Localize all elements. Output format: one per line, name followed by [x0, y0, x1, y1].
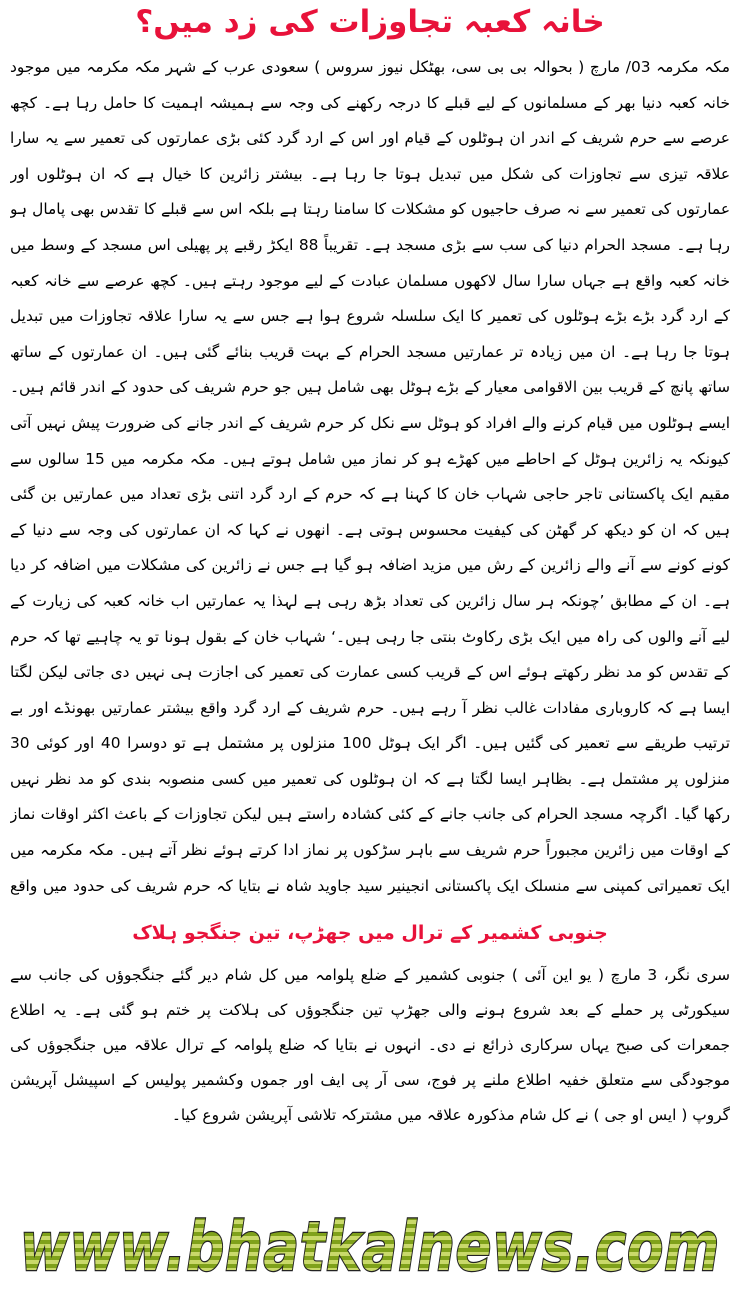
watermark-text: www.bhatkalnews.com	[20, 1208, 720, 1287]
article-body: مکہ مکرمہ 03/ مارچ ( بحوالہ بی بی سی، بھٹکل نیوز سروس ) سعودی عرب کے شہر مکہ مکرمہ میں موجود خانہ کعبہ دنیا بھر کے مسلمانوں کے لیے قبلے کا درجہ رکھنے کی وجہ سے ہمیشہ اہمیت کا حامل رہا ہے۔ کچھ عرصے سے حرم شریف کے اندر ان ہوٹلوں کے قیام اور اس کے ارد گرد کئی بڑی عمارتوں کی تعمیر سے یہ سارا علاقہ تیزی سے تجاوزات کی شکل میں تبدیل ہوتا جا رہا ہے۔ بیشتر زائرین کا خیال ہے کہ ان ہوٹلوں اور عمارتوں کی تعمیر سے نہ صرف حاجیوں کو مشکلات کا سامنا رہتا ہے بلکہ اس سے قبلے کا تقدس بھی پامال ہو رہا ہے۔ مسجد الحرام دنیا کی سب سے بڑی مسجد ہے۔ تقریباً 88 ایکڑ رقبے پر پھیلی اس مسجد کے وسط میں خانہ کعبہ واقع ہے جہاں سارا سال لاکھوں مسلمان عبادت کے لیے موجود رہتے ہیں۔ کچھ عرصے سے خانہ کعبہ کے ارد گرد بڑے بڑے ہوٹلوں کی تعمیر کا ایک سلسلہ شروع ہوا ہے جس سے یہ سارا علاقہ تجاوزات میں تبدیل ہوتا جا رہا ہے۔ ان میں زیادہ تر عمارتیں مسجد الحرام کے بہت قریب بنائے گئی ہیں۔ ان عمارتوں کے ساتھ ساتھ پانچ کے قریب بین الاقوامی معیار کے بڑے ہوٹل بھی شامل ہیں جو حرم شریف کی حدود کے اندر قائم ہیں۔ ایسے ہوٹلوں میں قیام کرنے والے افراد کو ہوٹل سے نکل کر حرم شریف کے اندر جانے کی ضرورت پیش نہیں آتی کیونکہ یہ زائرین ہوٹل کے احاطے میں کھڑے ہو کر نماز میں شامل ہوتے ہیں۔ مکہ مکرمہ میں 15 سالوں سے مقیم ایک پاکستانی تاجر حاجی شہاب خان کا کہنا ہے کہ حرم کے ارد گرد اتنی بڑی تعداد میں عمارتیں بن گئی ہیں کہ ان کو دیکھ کر گھٹن کی کیفیت محسوس ہوتی ہے۔ انھوں نے کہا کہ ان عمارتوں کی وجہ سے دنیا کے کونے کونے سے آنے والے زائرین کے رش میں مزید اضافہ ہو گیا ہے جس نے زائرین کی مشکلات میں اضافہ کر دیا ہے۔ ان کے مطابق ’چونکہ ہر سال زائرین کی تعداد بڑھ رہی ہے لہذا یہ عمارتیں اب خانہ کعبہ کی زیارت کے لیے آنے والوں کی راہ میں ایک بڑی رکاوٹ بنتی جا رہی ہیں۔‘ شہاب خان کے بقول ہونا تو یہ چاہیے تھا کہ حرم کے تقدس کو مد نظر رکھتے ہوئے اس کے قریب کسی عمارت کی تعمیر کی اجازت ہی نہیں دی جاتی لیکن لگتا ایسا ہے کہ کاروباری مفادات غالب نظر آ رہے ہیں۔ حرم شریف کے ارد گرد واقع بیشتر عمارتیں بھونڈے اور بے ترتیب طریقے سے تعمیر کی گئیں ہیں۔ اگر ایک ہوٹل 100 منزلوں پر مشتمل ہے تو دوسرا 40 اور کوئی 30 منزلوں پر مشتمل ہے۔ بظاہر ایسا لگتا ہے کہ ان ہوٹلوں کی تعمیر میں کسی منصوبہ بندی کو مد نظر نہیں رکھا گیا۔ اگرچہ مسجد الحرام کی جانب جانے کے کئی کشادہ راستے ہیں لیکن تجاوزات کے باعث اکثر اوقات نماز کے اوقات میں زائرین مجبوراً حرم شریف سے باہر سڑکوں پر نماز ادا کرتے ہوئے نظر آتے ہیں۔ مکہ مکرمہ میں ایک تعمیراتی کمپنی سے منسلک ایک پاکستانی انجینیر سید جاوید شاہ نے بتایا کہ حرم شریف کی حدود میں واقع	[10, 58, 730, 895]
watermark-graphic	[0, 1196, 740, 1300]
secondary-article-body: سری نگر، 3 مارچ ( یو این آئی ) جنوبی کشمیر کے ضلع پلوامہ میں کل شام دیر گئے جنگجوؤں کی جانب سے سیکورٹی پر حملے کے بعد شروع ہونے والی جھڑپ تین جنگجوؤں کی ہلاکت پر ختم ہو گئی ہے۔ یہ اطلاع جمعرات کی صبح یہاں سرکاری ذرائع نے دی۔ انہوں نے بتایا کہ ضلع پلوامہ کے ترال علاقہ میں جنگجوؤں کی موجودگی سے متعلق خفیہ اطلاع ملنے پر فوج، سی آر پی ایف اور جموں وکشمیر پولیس کے اسپیشل آپریشن گروپ ( ایس او جی ) نے کل شام مذکورہ علاقہ میں مشترکہ تلاشی آپریشن شروع کیا۔	[10, 966, 730, 1124]
secondary-headline: جنوبی کشمیر کے ترال میں جھڑپ، تین جنگجو ہلاک	[132, 922, 608, 944]
article-headline: خانہ کعبہ تجاوزات کی زد میں؟	[135, 4, 605, 40]
site-watermark-logo	[0, 1196, 740, 1300]
